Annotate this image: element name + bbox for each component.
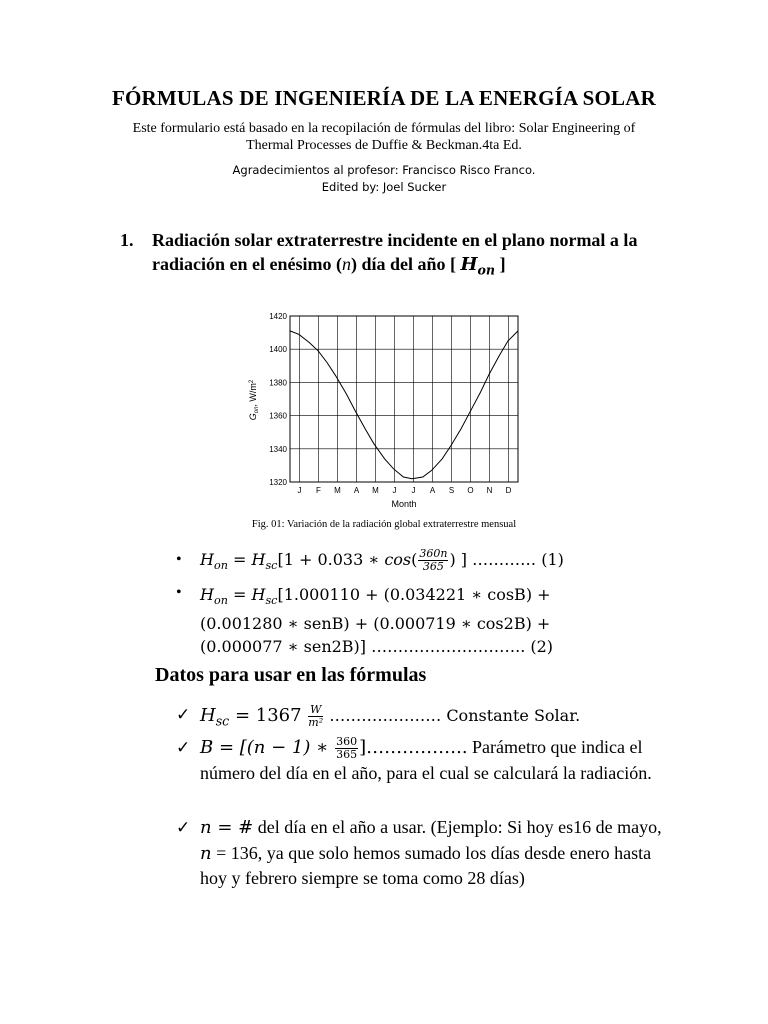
y-tick-label: 1320 xyxy=(269,478,287,487)
y-tick-label: 1360 xyxy=(269,411,287,421)
heading-close: ] xyxy=(499,254,506,274)
y-tick-label: 1420 xyxy=(269,312,287,321)
y-axis-label: $G_{on}$, $W/m^2$ xyxy=(248,379,260,421)
check-icon: ✓ xyxy=(176,818,191,838)
formula-1: $H_{on} = H_{sc}[1 + 0.033$ ∗ cos( $\frac{360n}{365}$ ) ] ………… (1) xyxy=(200,547,564,573)
x-tick-label: O xyxy=(467,486,474,495)
data-item-n: n = # del día en el año a usar. (Ejemplo: Si hoy es16 de mayo, n = 136, ya que solo hemos sumado los días desde enero hasta hoy y febrero siempre se toma como 28 días) xyxy=(200,817,662,888)
intro-line-2: Thermal Processes de Duffie & Beckman.4ta Ed. xyxy=(246,138,522,153)
x-tick-label: M xyxy=(334,486,341,495)
plot-frame xyxy=(290,316,518,482)
radiation-curve xyxy=(290,331,518,479)
formula-2: $H_{on} = H_{sc}[1.000110 + (0.034221$ ∗ cosB) + (0.001280 ∗ senB) + (0.000719 ∗ cos2B) + (0.000077 ∗ sen2B)] ……………………….. (2) xyxy=(200,585,554,657)
data-item-b: B = [(n − 1) ∗ $\frac{360}{365}$ ]…………….. Parámetro que indica el número del día en el año, para el cual se calculará la radiación. xyxy=(200,735,652,784)
data-heading: Datos para usar en las fórmulas xyxy=(155,664,427,686)
intro-text xyxy=(110,120,658,154)
check-icon: ✓ xyxy=(176,738,191,758)
chart-grid xyxy=(290,316,518,482)
acknowledgement: Agradecimientos al profesor: Francisco Risco Franco. xyxy=(232,163,536,177)
radiation-chart xyxy=(240,308,530,514)
heading-n: n xyxy=(341,254,351,274)
data-item-hsc: $H_{sc} = 1367$ $\frac{W}{\text{m²}}$ ………………… Constante Solar. xyxy=(200,703,581,730)
x-tick-label: F xyxy=(316,486,321,495)
x-tick-label: S xyxy=(448,486,455,495)
x-tick-label: N xyxy=(486,486,493,495)
y-tick-labels xyxy=(269,312,287,487)
page-title: FÓRMULAS DE INGENIERÍA DE LA ENERGÍA SOLAR xyxy=(111,86,656,110)
x-tick-label: A xyxy=(429,486,436,495)
bullet-icon: • xyxy=(176,551,182,568)
bullet-icon: • xyxy=(176,584,182,601)
heading-line-2-post: ) día del año [ xyxy=(350,254,456,274)
intro-line-1: Este formulario está basado en la recopilación de fórmulas del libro: Solar Engineering of xyxy=(132,121,636,136)
figure-caption: Fig. 01: Variación de la radiación global extraterrestre mensual xyxy=(251,519,517,530)
x-tick-label: A xyxy=(353,486,360,495)
x-axis-label: Month xyxy=(391,499,417,509)
y-tick-label: 1400 xyxy=(269,345,287,355)
y-tick-label: 1340 xyxy=(269,444,287,454)
heading-line-2: radiación en el enésimo ( xyxy=(152,254,342,274)
x-tick-labels xyxy=(298,486,512,495)
x-tick-label: M xyxy=(372,486,379,495)
section-number: 1. xyxy=(120,230,134,250)
x-tick-label: J xyxy=(411,486,416,495)
x-tick-label: J xyxy=(297,486,302,495)
y-tick-label: 1380 xyxy=(269,378,287,388)
check-icon: ✓ xyxy=(176,705,191,725)
heading-symbol: $H_{on}$ xyxy=(460,254,496,278)
heading-line-1: Radiación solar extraterrestre incidente en el plano normal a la xyxy=(152,230,638,250)
x-tick-label: J xyxy=(392,486,397,495)
x-tick-label: D xyxy=(505,486,512,495)
editor-credit: Edited by: Joel Sucker xyxy=(321,180,447,194)
